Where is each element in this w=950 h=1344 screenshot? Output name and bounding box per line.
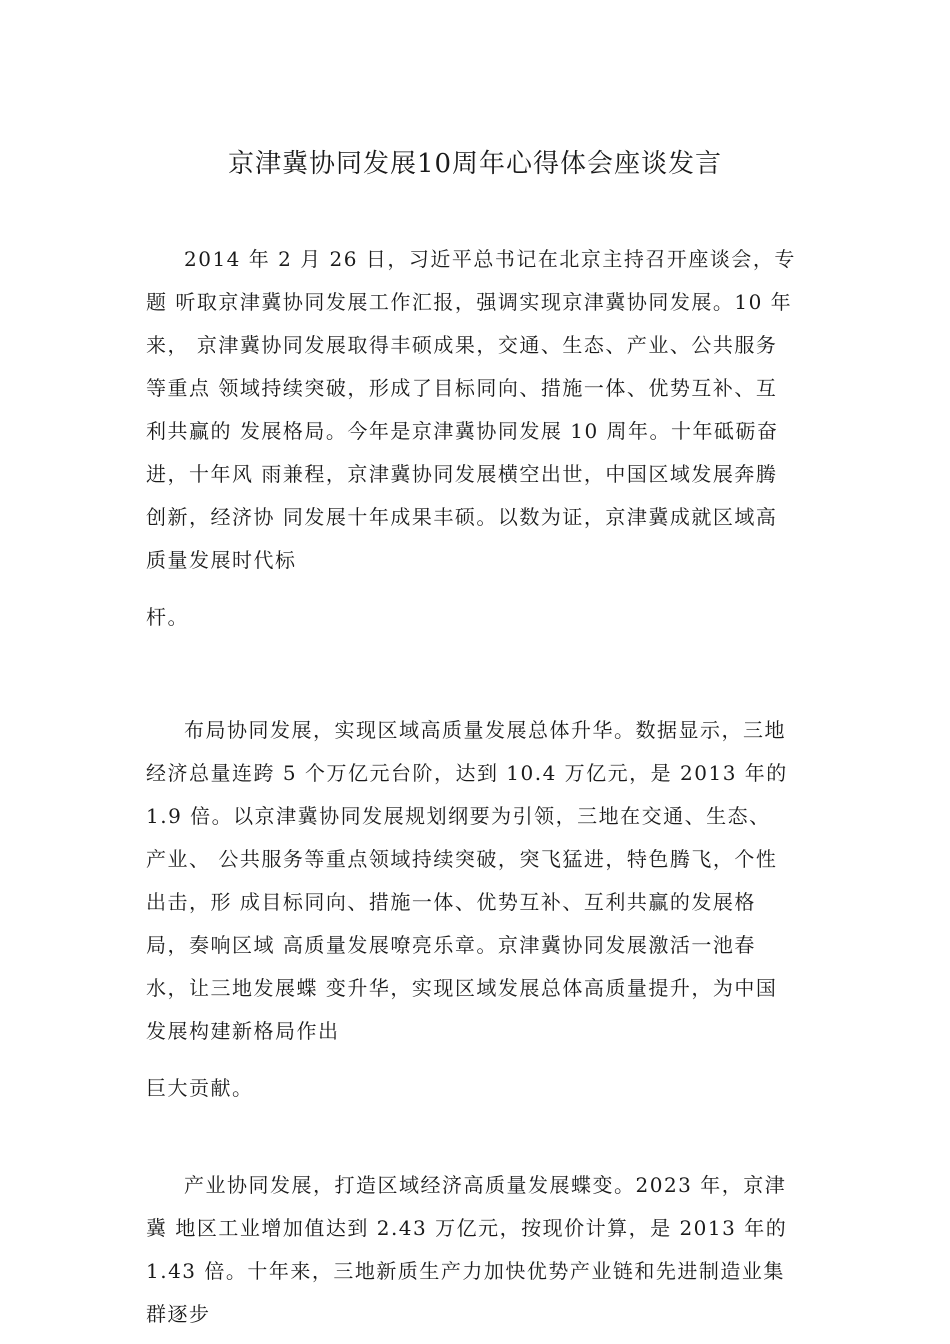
paragraph-1-line-5: 利共赢的 发展格局。今年是京津冀协同发展 10 周年。十年砥砺奋 — [146, 419, 779, 443]
paragraph-2-line-6: 局，奏响区域 高质量发展嘹亮乐章。京津冀协同发展激活一池春 — [146, 933, 756, 957]
paragraph-1-line-6: 进，十年风 雨兼程，京津冀协同发展横空出世，中国区域发展奔腾 — [146, 462, 778, 486]
paragraph-3-line-1: 产业协同发展，打造区域经济高质量发展蝶变。2023 年，京津 — [184, 1173, 787, 1197]
paragraph-2-line-2: 经济总量连跨 5 个万亿元台阶，达到 10.4 万亿元，是 2013 年的 — [146, 761, 788, 785]
paragraph-1-line-2: 题 听取京津冀协同发展工作汇报，强调实现京津冀协同发展。10 年 — [146, 290, 793, 314]
paragraph-2-line-1: 布局协同发展，实现区域高质量发展总体升华。数据显示，三地 — [184, 718, 786, 742]
paragraph-3-line-4: 群逐步 — [146, 1302, 211, 1326]
paragraph-3-line-2: 冀 地区工业增加值达到 2.43 万亿元，按现价计算，是 2013 年的 — [146, 1216, 788, 1240]
paragraph-3-line-3: 1.43 倍。十年来，三地新质生产力加快优势产业链和先进制造业集 — [146, 1259, 785, 1283]
paragraph-1-line-8: 质量发展时代标 — [146, 548, 297, 572]
paragraph-1-line-3: 来， 京津冀协同发展取得丰硕成果，交通、生态、产业、公共服务 — [146, 333, 778, 357]
paragraph-2-line-7: 水，让三地发展蝶 变升华，实现区域发展总体高质量提升，为中国 — [146, 976, 778, 1000]
paragraph-2-line-3: 1.9 倍。以京津冀协同发展规划纲要为引领，三地在交通、生态、 — [146, 804, 771, 828]
paragraph-2-line-5: 出击，形 成目标同向、措施一体、优势互补、互利共赢的发展格 — [146, 890, 756, 914]
paragraph-1-line-4: 等重点 领域持续突破，形成了目标同向、措施一体、优势互补、互 — [146, 376, 778, 400]
paragraph-1-line-9: 杆。 — [146, 605, 189, 629]
paragraph-1-line-1: 2014 年 2 月 26 日，习近平总书记在北京主持召开座谈会，专 — [184, 247, 796, 271]
paragraph-2-line-8: 发展构建新格局作出 — [146, 1019, 340, 1043]
document-title: 京津冀协同发展10周年心得体会座谈发言 — [227, 149, 723, 179]
paragraph-2-line-4: 产业、 公共服务等重点领域持续突破，突飞猛进，特色腾飞，个性 — [146, 847, 778, 871]
paragraph-1-line-7: 创新，经济协 同发展十年成果丰硕。以数为证，京津冀成就区域高 — [146, 505, 778, 529]
paragraph-2-line-9: 巨大贡献。 — [146, 1076, 254, 1100]
